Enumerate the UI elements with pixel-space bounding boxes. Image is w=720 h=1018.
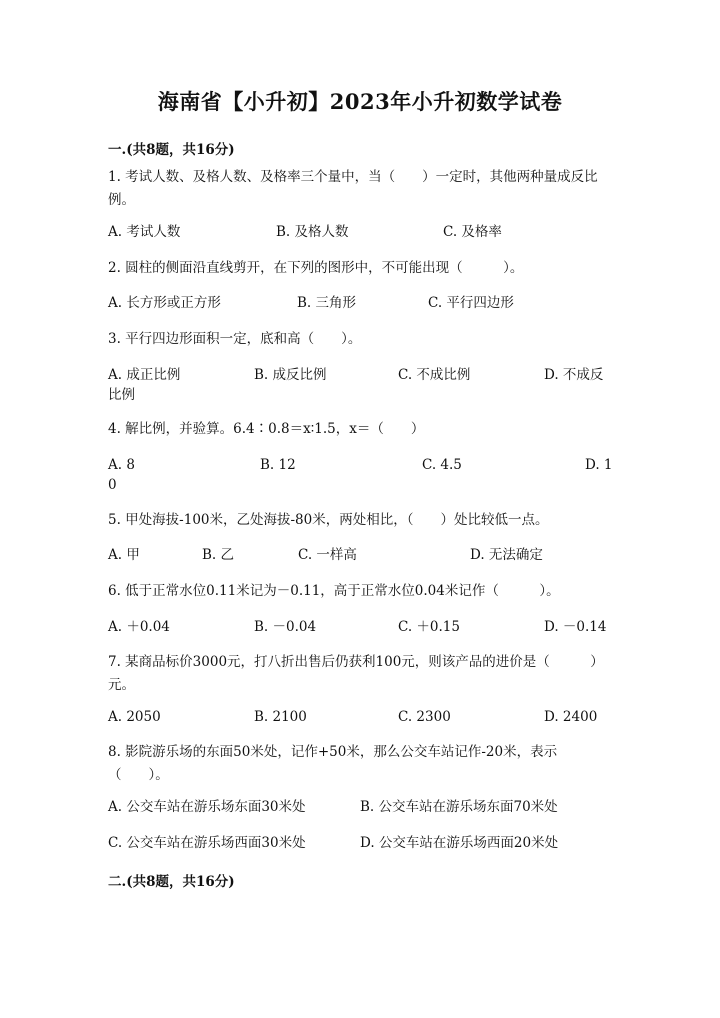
question-6-option-b[interactable]: B. －0.04 — [254, 619, 317, 635]
section-heading-2: 二.(共8题，共16分) — [108, 874, 235, 890]
question-2-option-c[interactable]: C. 平行四边形 — [428, 295, 514, 311]
question-7-option-c[interactable]: C. 2300 — [398, 709, 451, 725]
question-6-option-a[interactable]: A. ＋0.04 — [108, 619, 170, 635]
question-4-option-d-wrap: 0 — [108, 477, 117, 493]
question-8-option-b[interactable]: B. 公交车站在游乐场东面70米处 — [360, 799, 558, 815]
question-1-option-c[interactable]: C. 及格率 — [443, 224, 502, 240]
question-5-stem: 5. 甲处海拔-100米，乙处海拔-80米，两处相比，（ ）处比较低一点。 — [108, 512, 549, 528]
question-8-option-d[interactable]: D. 公交车站在游乐场西面20米处 — [360, 835, 559, 851]
question-1-option-b[interactable]: B. 及格人数 — [276, 224, 349, 240]
question-3-option-d[interactable]: D. 不成反 — [544, 367, 604, 383]
question-3-option-b[interactable]: B. 成反比例 — [254, 367, 327, 383]
question-5-option-b[interactable]: B. 乙 — [202, 547, 235, 563]
question-8-option-a[interactable]: A. 公交车站在游乐场东面30米处 — [108, 799, 306, 815]
question-3-option-a[interactable]: A. 成正比例 — [108, 367, 181, 383]
question-5-option-a[interactable]: A. 甲 — [108, 547, 140, 563]
question-8-option-c[interactable]: C. 公交车站在游乐场西面30米处 — [108, 835, 306, 851]
question-5-option-c[interactable]: C. 一样高 — [298, 547, 357, 563]
question-4-option-b[interactable]: B. 12 — [260, 457, 296, 473]
question-2-stem: 2. 圆柱的侧面沿直线剪开，在下列的图形中，不可能出现（ ）。 — [108, 260, 524, 276]
question-3-option-d-wrap: 比例 — [108, 387, 135, 403]
question-2-option-a[interactable]: A. 长方形或正方形 — [108, 295, 221, 311]
section-heading-1: 一.(共8题，共16分) — [108, 142, 235, 158]
question-4-stem: 4. 解比例，并验算。6.4∶0.8＝x∶1.5，x＝（ ） — [108, 421, 425, 437]
page-title: 海南省【小升初】2023年小升初数学试卷 — [157, 89, 563, 114]
question-7-option-b[interactable]: B. 2100 — [254, 709, 307, 725]
question-7-stem: 7. 某商品标价3000元，打八折出售后仍获利100元，则该产品的进价是（ ）元。 — [108, 654, 604, 693]
question-3-option-c[interactable]: C. 不成比例 — [398, 367, 471, 383]
question-7-option-a[interactable]: A. 2050 — [108, 709, 161, 725]
question-4-option-a[interactable]: A. 8 — [108, 457, 135, 473]
question-1-option-a[interactable]: A. 考试人数 — [108, 224, 181, 240]
question-7-option-d[interactable]: D. 2400 — [544, 709, 598, 725]
question-3-stem: 3. 平行四边形面积一定，底和高（ ）。 — [108, 331, 362, 347]
question-1-stem: 1. 考试人数、及格人数、及格率三个量中，当（ ）一定时，其他两种量成反比例。 — [108, 169, 598, 208]
question-6-stem: 6. 低于正常水位0.11米记为－0.11，高于正常水位0.04米记作（ ）。 — [108, 583, 560, 599]
question-8-stem: 8. 影院游乐场的东面50米处，记作+50米，那么公交车站记作-20米，表示（ ）。 — [108, 744, 558, 783]
question-6-option-c[interactable]: C. ＋0.15 — [398, 619, 460, 635]
question-6-option-d[interactable]: D. －0.14 — [544, 619, 607, 635]
question-5-option-d[interactable]: D. 无法确定 — [470, 547, 543, 563]
question-4-option-c[interactable]: C. 4.5 — [422, 457, 462, 473]
question-4-option-d[interactable]: D. 1 — [585, 457, 613, 473]
question-2-option-b[interactable]: B. 三角形 — [297, 295, 357, 311]
